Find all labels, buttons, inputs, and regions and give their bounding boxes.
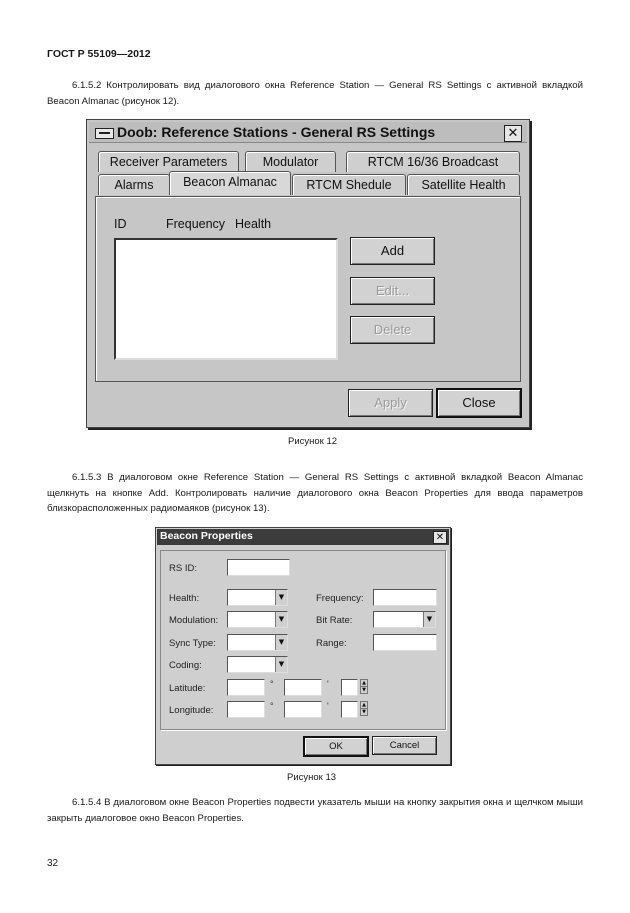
- range-label: Range:: [316, 638, 347, 649]
- longitude-spinner[interactable]: [360, 701, 368, 716]
- longitude-label: Longitude:: [169, 705, 214, 716]
- document-header: ГОСТ Р 55109—2012: [47, 48, 151, 60]
- beacon-properties-dialog: [155, 527, 451, 765]
- dialog-title: Doob: Reference Stations - General RS Settings: [117, 124, 436, 140]
- health-label: Health:: [169, 593, 200, 604]
- modulation-label: Modulation:: [169, 615, 219, 626]
- minute-mark: ': [327, 679, 329, 689]
- bit-rate-label: Bit Rate:: [316, 615, 353, 626]
- page-number: 32: [47, 858, 59, 869]
- degree-mark: °: [270, 701, 274, 711]
- longitude-seconds-input[interactable]: [341, 701, 358, 718]
- latitude-spinner[interactable]: [360, 679, 368, 694]
- latitude-label: Latitude:: [169, 683, 206, 694]
- rs-id-label: RS ID:: [169, 563, 197, 574]
- beacon-list[interactable]: [114, 238, 338, 360]
- general-rs-settings-dialog: [86, 119, 530, 428]
- tab-beacon-almanac[interactable]: Beacon Almanac: [169, 171, 291, 195]
- paragraph-6-1-5-4: 6.1.5.4 В диалоговом окне Beacon Properties подвести указатель мыши на кнопку закрытия окна и щелчком мыши закрыть диалоговое окно Beacon Properties.: [47, 797, 583, 824]
- sync-type-select[interactable]: [227, 634, 288, 651]
- sync-type-label: Sync Type:: [169, 638, 216, 649]
- dialog-title: Beacon Properties: [160, 530, 253, 542]
- caption-figure-13: Рисунок 13: [287, 772, 337, 783]
- ok-button[interactable]: OK: [303, 736, 369, 757]
- spin-up-icon[interactable]: ▲: [362, 680, 366, 686]
- coding-label: Coding:: [169, 660, 202, 671]
- longitude-minutes-input[interactable]: [284, 701, 322, 718]
- latitude-degrees-input[interactable]: [227, 679, 265, 696]
- frequency-label: Frequency:: [316, 593, 364, 604]
- longitude-degrees-input[interactable]: [227, 701, 265, 718]
- tab-receiver-parameters[interactable]: Receiver Parameters: [98, 151, 239, 172]
- close-button[interactable]: Close: [436, 388, 522, 418]
- chevron-down-icon[interactable]: ▼: [275, 590, 287, 605]
- chevron-down-icon[interactable]: ▼: [423, 612, 435, 627]
- cancel-button[interactable]: Cancel: [372, 736, 437, 755]
- system-menu-icon[interactable]: [95, 128, 114, 139]
- modulation-select[interactable]: [227, 611, 288, 628]
- tab-rtcm-broadcast[interactable]: RTCM 16/36 Broadcast: [346, 151, 520, 172]
- spin-up-icon[interactable]: ▲: [362, 702, 366, 708]
- dialog-titlebar[interactable]: [89, 122, 527, 143]
- coding-select[interactable]: [227, 656, 288, 673]
- minute-mark: ': [327, 701, 329, 711]
- column-header-health: Health: [235, 217, 272, 231]
- chevron-down-icon[interactable]: ▼: [275, 635, 287, 650]
- tab-rtcm-shedule[interactable]: RTCM Shedule: [292, 174, 406, 195]
- caption-figure-12: Рисунок 12: [288, 436, 338, 447]
- tab-modulator[interactable]: Modulator: [245, 151, 336, 172]
- beacon-almanac-panel: [95, 196, 521, 382]
- spin-down-icon[interactable]: ▼: [362, 709, 366, 715]
- column-header-frequency: Frequency: [166, 217, 226, 231]
- paragraph-6-1-5-2: 6.1.5.2 Контролировать вид диалогового окна Reference Station — General RS Settings с активной вкладкой Beacon Almanac (рисунок 12).: [47, 80, 583, 107]
- column-header-id: ID: [114, 217, 127, 231]
- bit-rate-select[interactable]: [373, 611, 436, 628]
- frequency-input[interactable]: [373, 589, 437, 606]
- dialog-titlebar[interactable]: [157, 529, 449, 545]
- close-icon[interactable]: ✕: [433, 531, 447, 544]
- chevron-down-icon[interactable]: ▼: [275, 657, 287, 672]
- apply-button[interactable]: Apply: [348, 389, 433, 417]
- delete-button[interactable]: Delete: [350, 316, 435, 344]
- latitude-minutes-input[interactable]: [284, 679, 322, 696]
- chevron-down-icon[interactable]: ▼: [275, 612, 287, 627]
- edit-button[interactable]: Edit...: [350, 277, 435, 305]
- rs-id-input[interactable]: [227, 559, 290, 576]
- range-input[interactable]: [373, 634, 437, 651]
- tab-satellite-health[interactable]: Satellite Health: [407, 174, 520, 195]
- add-button[interactable]: Add: [350, 237, 435, 265]
- spin-down-icon[interactable]: ▼: [362, 687, 366, 693]
- latitude-seconds-input[interactable]: [341, 679, 358, 696]
- paragraph-6-1-5-3: 6.1.5.3 В диалоговом окне Reference Station — General RS Settings с активной вкладкой Beacon Almanac щелкнуть на кнопке Add. Контролировать наличие диалогового окна Beacon Properties для ввода параметров близкорасположенных радиомаяков (рисунок 13).: [47, 472, 583, 514]
- degree-mark: °: [270, 679, 274, 689]
- close-icon[interactable]: ✕: [504, 125, 522, 142]
- tab-alarms[interactable]: Alarms: [98, 174, 170, 195]
- health-select[interactable]: [227, 589, 288, 606]
